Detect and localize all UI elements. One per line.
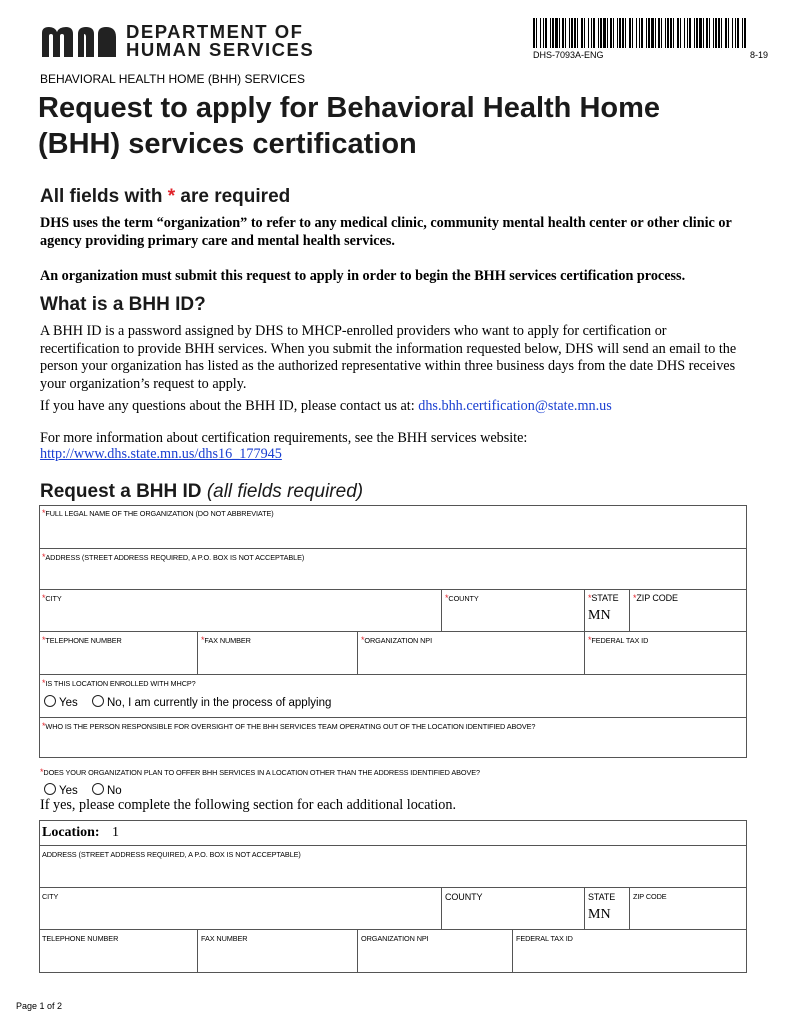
- radio-icon[interactable]: [44, 695, 56, 707]
- what-heading: What is a BHH ID?: [40, 294, 206, 315]
- request-heading-text: Request a BHH ID: [40, 481, 202, 502]
- oversight-field[interactable]: [39, 717, 747, 758]
- required-star: *: [445, 593, 449, 603]
- contact-email-link[interactable]: dhs.bhh.certification@state.mn.us: [418, 398, 612, 414]
- city-field[interactable]: [39, 589, 441, 631]
- enrolled-no-label: No, I am currently in the process of applying: [107, 697, 332, 709]
- other-no-label: No: [107, 785, 122, 797]
- telephone-field[interactable]: [39, 631, 197, 674]
- barcode-bar: [581, 18, 583, 48]
- location-zip-label: ZIP CODE: [633, 892, 667, 901]
- location-fax-label: FAX NUMBER: [201, 934, 248, 943]
- barcode-bar: [703, 18, 704, 48]
- barcode-bar: [718, 18, 720, 48]
- required-star: *: [361, 635, 365, 645]
- barcode-bar: [744, 18, 746, 48]
- required-star: *: [42, 552, 46, 562]
- city-label: CITY: [45, 594, 62, 603]
- location-label: Location:: [42, 825, 100, 840]
- barcode-bar: [577, 18, 578, 48]
- other-location-label: DOES YOUR ORGANIZATION PLAN TO OFFER BHH SERVICES IN A LOCATION OTHER THAN THE ADDRESS IDENTIFIED ABOVE?: [43, 768, 480, 777]
- barcode-bar: [648, 18, 650, 48]
- required-star: *: [42, 678, 46, 688]
- barcode-bar: [661, 18, 662, 48]
- barcode-bar: [591, 18, 592, 48]
- intro-paragraph-2: An organization must submit this request to apply in order to begin the BHH services certification process.: [40, 268, 686, 284]
- page-number: Page 1 of 2: [16, 1001, 63, 1011]
- fax-label: FAX NUMBER: [204, 636, 251, 645]
- barcode-bar: [709, 18, 710, 48]
- form-number: DHS-7093A-ENG: [533, 50, 604, 60]
- program-name: BEHAVIORAL HEALTH HOME (BHH) SERVICES: [40, 72, 305, 86]
- location-city-field[interactable]: [39, 887, 441, 930]
- request-heading: [40, 481, 363, 503]
- barcode-bar: [684, 18, 685, 48]
- barcode-bar: [552, 18, 554, 48]
- tax-id-field[interactable]: [584, 631, 747, 674]
- telephone-label: TELEPHONE NUMBER: [45, 636, 122, 645]
- barcode-bar: [550, 18, 551, 48]
- location-county-label: COUNTY: [445, 892, 483, 902]
- radio-icon[interactable]: [92, 783, 104, 795]
- enrolled-yes-option[interactable]: [44, 695, 78, 709]
- barcode-bar: [622, 18, 624, 48]
- barcode-bar: [696, 18, 698, 48]
- barcode-bar: [613, 18, 614, 48]
- barcode-bar: [610, 18, 612, 48]
- location-zip-field[interactable]: [629, 887, 747, 930]
- agency-line-2: HUMAN SERVICES: [126, 39, 315, 60]
- required-note-text: All fields with: [40, 186, 168, 207]
- barcode-bar: [636, 18, 637, 48]
- required-star: *: [201, 635, 205, 645]
- required-star: *: [588, 635, 592, 645]
- barcode-bar: [543, 18, 544, 48]
- barcode-bar: [639, 18, 640, 48]
- barcode-bar: [617, 18, 618, 48]
- location-state-field[interactable]: [584, 887, 629, 930]
- org-name-label: FULL LEGAL NAME OF THE ORGANIZATION (DO NOT ABBREVIATE): [45, 509, 274, 518]
- barcode-bar: [545, 18, 547, 48]
- barcode-bar: [655, 18, 656, 48]
- barcode-bar: [536, 18, 537, 48]
- barcode-bar: [584, 18, 585, 48]
- npi-field[interactable]: [357, 631, 584, 674]
- barcode-bar: [728, 18, 729, 48]
- barcode-bar: [571, 18, 573, 48]
- barcode-bar: [632, 18, 633, 48]
- required-star: *: [42, 593, 46, 603]
- mn-logo: [40, 25, 120, 57]
- barcode-bar: [732, 18, 733, 48]
- intro-paragraph-1: DHS uses the term “organization” to refer to any medical clinic, community mental health center or other clinic or agency providing primary care and mental health services.: [40, 215, 732, 249]
- location-npi-field[interactable]: [357, 929, 512, 973]
- barcode-bar: [629, 18, 631, 48]
- location-npi-label: ORGANIZATION NPI: [361, 934, 429, 943]
- location-telephone-field[interactable]: [39, 929, 197, 973]
- barcode-bar: [658, 18, 660, 48]
- barcode-bar: [680, 18, 681, 48]
- barcode-bar: [721, 18, 722, 48]
- revision-date: 8-19: [750, 50, 769, 60]
- location-form: [39, 820, 747, 973]
- fax-field[interactable]: [197, 631, 357, 674]
- contact-line: [40, 398, 740, 416]
- contact-text: If you have any questions about the BHH ID, please contact us at:: [40, 398, 419, 414]
- barcode-bar: [574, 18, 576, 48]
- required-star: *: [42, 721, 46, 731]
- barcode-bar: [713, 18, 714, 48]
- barcode-bar: [670, 18, 672, 48]
- barcode-bar: [677, 18, 679, 48]
- barcode-bar: [533, 18, 535, 48]
- state-field[interactable]: [584, 589, 629, 631]
- location-number: 1: [112, 825, 119, 840]
- barcode: [533, 18, 748, 48]
- required-note-text-end: are required: [175, 186, 291, 207]
- if-yes-instruction: If yes, please complete the following section for each additional location.: [40, 797, 457, 813]
- barcode-bar: [667, 18, 669, 48]
- radio-icon[interactable]: [44, 783, 56, 795]
- barcode-bar: [559, 18, 560, 48]
- location-fax-field[interactable]: [197, 929, 357, 973]
- other-yes-label: Yes: [59, 785, 78, 797]
- other-location-question: [40, 767, 480, 777]
- barcode-bar: [569, 18, 570, 48]
- radio-icon[interactable]: [92, 695, 104, 707]
- request-heading-note: (all fields required): [206, 481, 364, 502]
- npi-label: ORGANIZATION NPI: [364, 636, 432, 645]
- barcode-bar: [619, 18, 621, 48]
- barcode-bar: [651, 18, 654, 48]
- address-label: ADDRESS (STREET ADDRESS REQUIRED, A P.O. BOX IS NOT ACCEPTABLE): [45, 553, 305, 562]
- required-star: *: [42, 508, 46, 518]
- required-star: *: [167, 186, 176, 207]
- zip-label: ZIP CODE: [636, 593, 678, 603]
- barcode-bar: [588, 18, 589, 48]
- barcode-bar: [689, 18, 691, 48]
- what-paragraph: A BHH ID is a password assigned by DHS to MHCP-enrolled providers who want to apply for certification or recertification to provide BHH services. When you submit the information requested below, DHS will send an email to the person your organization has listed as the authorized representative within three business days from the date DHS receives your organization’s request to apply.: [40, 323, 737, 392]
- barcode-bar: [699, 18, 702, 48]
- required-star: *: [633, 593, 637, 603]
- tax-id-label: FEDERAL TAX ID: [591, 636, 649, 645]
- state-label: STATE: [591, 593, 619, 603]
- request-form: [39, 505, 747, 758]
- org-name-field[interactable]: [39, 505, 747, 548]
- barcode-bar: [555, 18, 558, 48]
- barcode-bar: [725, 18, 727, 48]
- enrolled-yes-label: Yes: [59, 697, 78, 709]
- oversight-label: WHO IS THE PERSON RESPONSIBLE FOR OVERSIGHT OF THE BHH SERVICES TEAM OPERATING OUT OF THE LOCATION IDENTIFIED ABOVE?: [45, 722, 536, 731]
- barcode-bar: [673, 18, 674, 48]
- location-tax-id-field[interactable]: [512, 929, 747, 973]
- barcode-bar: [625, 18, 626, 48]
- barcode-bar: [600, 18, 602, 48]
- location-address-field[interactable]: [39, 845, 747, 888]
- location-city-label: CITY: [42, 892, 59, 901]
- barcode-bar: [646, 18, 647, 48]
- location-header: [39, 820, 747, 845]
- barcode-bar: [641, 18, 643, 48]
- state-value: MN: [588, 608, 611, 623]
- location-state-value: MN: [588, 907, 611, 922]
- barcode-bar: [715, 18, 717, 48]
- barcode-bar: [562, 18, 564, 48]
- location-tax-id-label: FEDERAL TAX ID: [516, 934, 573, 943]
- barcode-bar: [737, 18, 739, 48]
- barcode-bar: [687, 18, 688, 48]
- required-star: *: [40, 767, 44, 777]
- required-star: *: [588, 593, 592, 603]
- barcode-bar: [665, 18, 666, 48]
- location-address-label: ADDRESS (STREET ADDRESS REQUIRED, A P.O. BOX IS NOT ACCEPTABLE): [42, 850, 301, 859]
- location-county-field[interactable]: [441, 887, 584, 930]
- agency-line-1: DEPARTMENT OF: [126, 21, 304, 42]
- other-yes-option[interactable]: [44, 783, 78, 797]
- barcode-bar: [540, 18, 541, 48]
- barcode-bar: [706, 18, 708, 48]
- enrolled-label: IS THIS LOCATION ENROLLED WITH MHCP?: [45, 679, 196, 688]
- agency-name: [126, 23, 314, 59]
- barcode-bar: [735, 18, 736, 48]
- zip-field[interactable]: [629, 589, 747, 631]
- bhh-website-link[interactable]: http://www.dhs.state.mn.us/dhs16_177945: [40, 446, 282, 462]
- barcode-bar: [603, 18, 606, 48]
- required-note: [40, 186, 290, 208]
- address-field[interactable]: [39, 548, 747, 590]
- county-field[interactable]: [441, 589, 584, 631]
- barcode-bar: [742, 18, 743, 48]
- barcode-bar: [607, 18, 608, 48]
- location-telephone-label: TELEPHONE NUMBER: [42, 934, 119, 943]
- barcode-bar: [598, 18, 599, 48]
- page-title: Request to apply for Behavioral Health Home (BHH) services certification: [38, 92, 661, 160]
- required-star: *: [42, 635, 46, 645]
- barcode-bar: [593, 18, 595, 48]
- more-info-text: For more information about certification requirements, see the BHH services website:: [40, 430, 528, 446]
- barcode-bar: [694, 18, 695, 48]
- enrolled-no-option[interactable]: [92, 695, 331, 709]
- location-state-label: STATE: [588, 892, 616, 902]
- enrolled-question: [39, 674, 747, 717]
- other-no-option[interactable]: [92, 783, 122, 797]
- barcode-bar: [565, 18, 566, 48]
- county-label: COUNTY: [448, 594, 479, 603]
